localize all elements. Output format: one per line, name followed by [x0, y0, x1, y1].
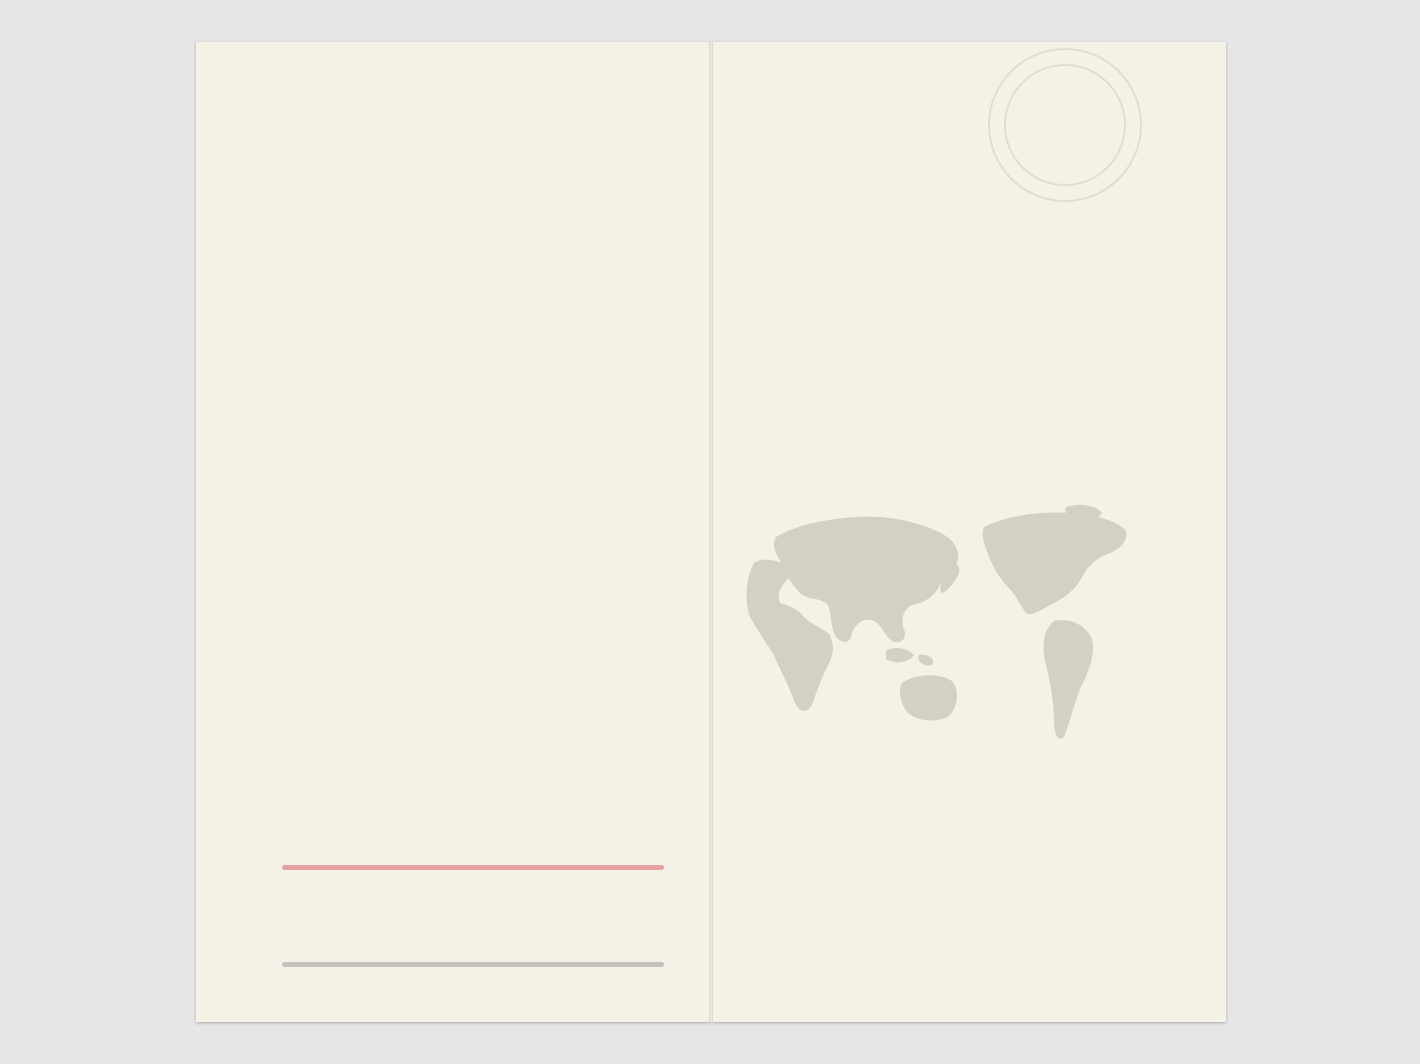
body-temp-bar — [282, 962, 664, 967]
temp-c-label — [240, 876, 244, 890]
body-f-label — [240, 945, 244, 959]
temp-bar — [282, 865, 664, 870]
left-page — [196, 42, 710, 1022]
ruler — [1140, 0, 1226, 1064]
temp-f-label — [240, 848, 244, 862]
mass-heading — [222, 629, 228, 644]
body-c-label — [240, 973, 244, 987]
volume-heading — [222, 459, 228, 474]
temperature-heading — [222, 815, 228, 830]
body-temp-heading — [222, 911, 228, 926]
metric-title — [222, 71, 228, 90]
area-heading — [222, 289, 228, 304]
length-heading — [222, 119, 228, 134]
